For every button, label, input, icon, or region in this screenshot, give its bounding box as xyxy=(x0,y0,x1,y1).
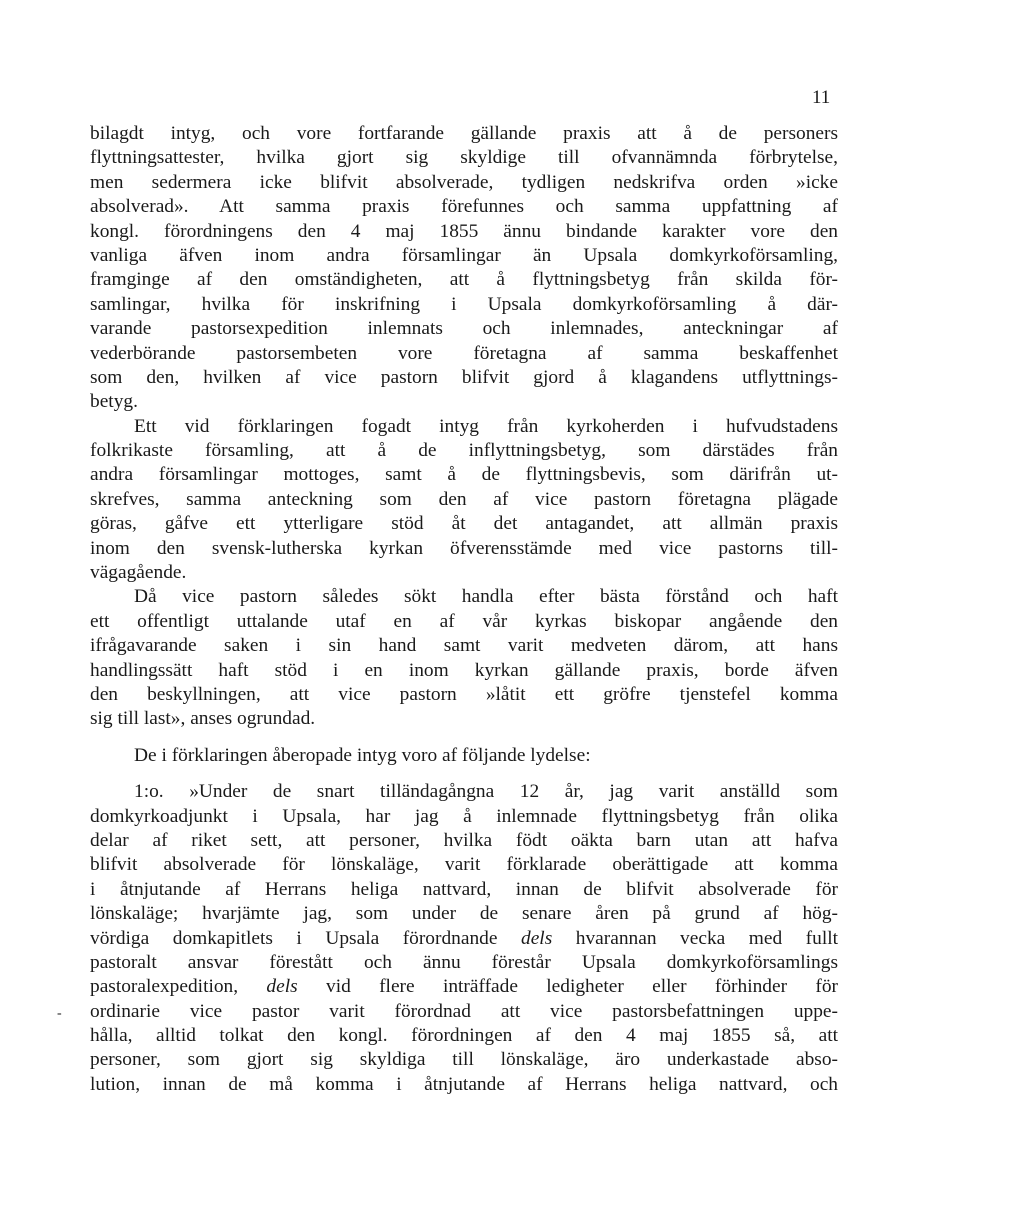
body-text xyxy=(90,122,838,1097)
text-line: framginge af den omständigheten, att å flyttningsbetyg från skilda för- xyxy=(90,269,838,291)
text-line: ett offentligt uttalande utaf en af vår kyrkas biskopar angående den xyxy=(90,610,838,632)
text-line: domkyrkoadjunkt i Upsala, har jag å inlemnade flyttningsbetyg från olika xyxy=(90,805,838,827)
text-line: göras, gåfve ett ytterligare stöd åt det antagandet, att allmän praxis xyxy=(90,513,838,535)
text-line: folkrikaste församling, att å de inflyttningsbetyg, som därstädes från xyxy=(90,440,838,462)
text-line: ordinarie vice pastor varit förordnad att vice pastorsbefattningen uppe- xyxy=(90,1000,838,1022)
page-number: 11 xyxy=(812,87,831,108)
text-line: delar af riket sett, att personer, hvilka födt oäkta barn utan att hafva xyxy=(90,829,838,851)
text-line: vägagående. xyxy=(90,562,187,584)
text-line: lution, innan de må komma i åtnjutande af Herrans heliga nattvard, och xyxy=(90,1073,838,1095)
text-line: som den, hvilken af vice pastorn blifvit gjord å klagandens utflyttnings- xyxy=(90,366,838,388)
text-line: lönskaläge; hvarjämte jag, som under de senare åren på grund af hög- xyxy=(90,903,838,925)
text-line: varande pastorsexpedition inlemnats och inlemnades, anteckningar af xyxy=(90,318,838,340)
italic-word: dels xyxy=(266,976,298,998)
text-line: 1:o. »Under de snart tilländagångna 12 år, jag varit anställd som xyxy=(134,781,838,803)
italic-word: dels xyxy=(521,927,553,949)
text-line: blifvit absolverade för lönskaläge, varit förklarade oberättigade att komma xyxy=(90,854,838,876)
text-segment: vid flere inträffade ledigheter eller förhinder för xyxy=(326,976,838,998)
text-line: sig till last», anses ogrundad. xyxy=(90,708,316,730)
text-segment: vördiga domkapitlets i Upsala förordnande xyxy=(90,927,498,949)
text-line: betyg. xyxy=(90,391,138,413)
text-line: samlingar, hvilka för inskrifning i Upsala domkyrkoförsamling å där- xyxy=(90,293,838,315)
text-line: Ett vid förklaringen fogadt intyg från kyrkoherden i hufvudstadens xyxy=(134,415,838,437)
text-segment: hvarannan vecka med fullt xyxy=(575,927,838,949)
text-line: bilagdt intyg, och vore fortfarande gällande praxis att å de personers xyxy=(90,123,838,144)
text-line: pastoralt ansvar förestått och ännu förestår Upsala domkyrkoförsamlings xyxy=(90,951,838,973)
text-line: flyttningsattester, hvilka gjort sig skyldige till ofvannämnda förbrytelse, xyxy=(90,147,838,169)
text-line: ifrågavarande saken i sin hand samt varit medveten därom, att hans xyxy=(90,635,838,657)
text-line xyxy=(90,927,838,951)
text-line: i åtnjutande af Herrans heliga nattvard, innan de blifvit absolverade för xyxy=(90,878,838,900)
text-line: personer, som gjort sig skyldiga till lönskaläge, äro underkastade abso- xyxy=(90,1049,838,1071)
text-line: andra församlingar mottoges, samt å de flyttningsbevis, som därifrån ut- xyxy=(90,464,838,486)
text-line: Då vice pastorn således sökt handla efter bästa förstånd och haft xyxy=(134,586,838,608)
text-line: den beskyllningen, att vice pastorn »låtit ett gröfre tjenstefel komma xyxy=(90,683,838,705)
text-line: handlingssätt haft stöd i en inom kyrkan gällande praxis, borde äfven xyxy=(90,659,838,681)
text-line xyxy=(90,975,838,999)
text-line: inom den svensk-lutherska kyrkan öfverensstämde med vice pastorns till- xyxy=(90,537,838,559)
text-line: vederbörande pastorsembeten vore företagna af samma beskaffenhet xyxy=(90,342,838,364)
text-line: kongl. förordningens den 4 maj 1855 ännu bindande karakter vore den xyxy=(90,220,838,242)
text-line: skrefves, samma anteckning som den af vice pastorn företagna plägade xyxy=(90,488,838,510)
text-segment: pastoralexpedition, xyxy=(90,976,239,998)
margin-mark: - xyxy=(57,1006,62,1021)
text-line: absolverad». Att samma praxis förefunnes och samma uppfattning af xyxy=(90,196,838,218)
text-line: hålla, alltid tolkat den kongl. förordningen af den 4 maj 1855 så, att xyxy=(90,1025,838,1047)
text-line: De i förklaringen åberopade intyg voro af följande lydelse: xyxy=(134,744,591,766)
text-line: men sedermera icke blifvit absolverade, tydligen nedskrifva orden »icke xyxy=(90,171,838,193)
text-line: vanliga äfven inom andra församlingar än Upsala domkyrkoförsamling, xyxy=(90,244,838,266)
